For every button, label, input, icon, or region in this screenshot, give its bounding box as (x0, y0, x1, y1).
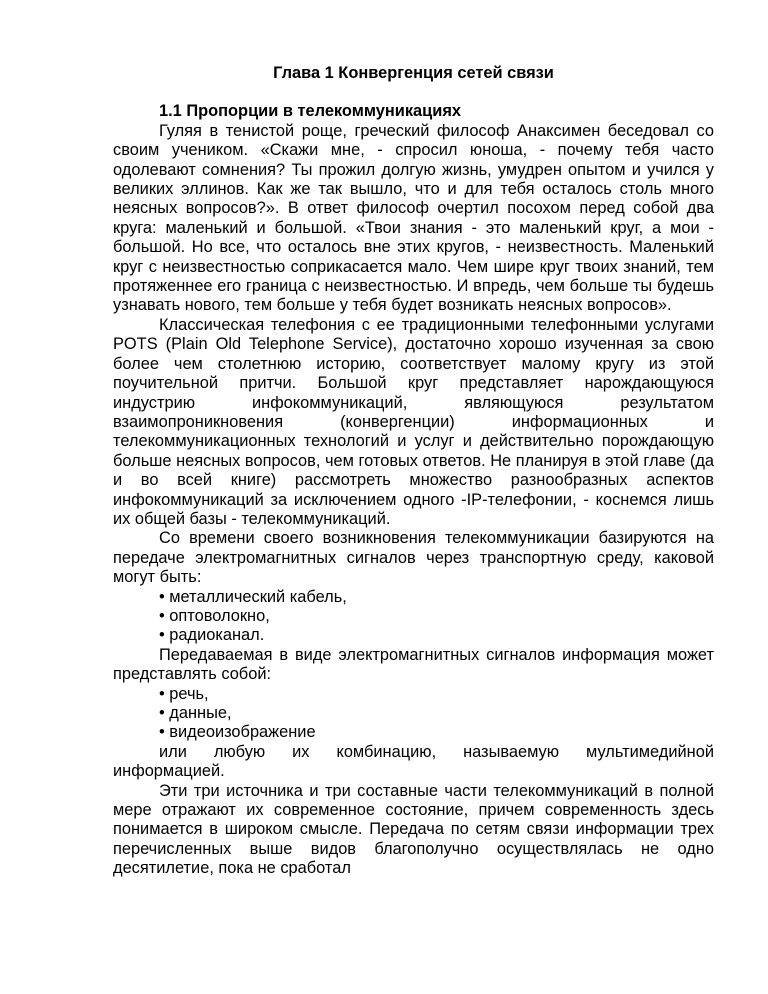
paragraph-parable: Гуляя в тенистой роще, греческий философ Анаксимен беседовал со своим учеником. «Скажи мне, - спросил юноша, - почему тебя часто одолевают сомнения? Ты прожил долгую жизнь, умудрен опытом и учился у великих эллинов. Как же так вышло, что и для тебя осталось столь много неясных вопросов?». В ответ философ очертил посохом перед собой два круга: маленький и большой. «Твои знания - это маленький круг, а мои - большой. Но все, что осталось вне этих кругов, - неизвестность. Маленький круг с неизвестностью соприкасается мало. Чем шире круг твоих знаний, тем протяженнее его граница с неизвестностью. И впредь, чем больше ты будешь узнавать нового, тем больше у тебя будет возникать неясных вопросов». (113, 121, 714, 315)
paragraph-three-sources: Эти три источника и три составные части телекоммуникаций в полной мере отражают их современное состояние, причем современность здесь понимается в широком смысле. Передача по сетям связи информации трех перечисленных выше видов благополучно осуществлялась не одно десятилетие, пока не сработал (113, 781, 714, 878)
paragraph-transport-media: Со времени своего возникновения телекоммуникации базируются на передаче электромагнитных сигналов через транспортную среду, каковой могут быть: (113, 529, 714, 587)
list-item: • радиоканал. (159, 626, 265, 645)
list-item: • данные, (159, 704, 232, 722)
list-item: • речь, (159, 684, 209, 703)
media-list (113, 588, 714, 646)
paragraph-multimedia: или любую их комбинацию, называемую мультимедийной информацией. (113, 742, 714, 781)
list-item: • оптоволокно, (159, 606, 270, 625)
list-item: • видеоизображение (159, 723, 316, 742)
section-title: 1.1 Пропорции в телекоммуникациях (159, 102, 461, 121)
document-page (113, 64, 714, 879)
chapter-title: Глава 1 Конвергенция сетей связи (273, 64, 554, 82)
info-list (113, 685, 714, 743)
paragraph-telephony: Классическая телефония с ее традиционными телефонными услугами POTS (Plain Old Telephone Service), достаточно хорошо изученная за свою более чем столетнюю историю, соответствует малому кругу из этой поучительной притчи. Большой круг представляет нарождающуюся индустрию инфокоммуникаций, являющуюся результатом взаимопроникновения (конвергенции) информационных и телекоммуникационных технологий и услуг и действительно порождающую больше неясных вопросов, чем готовых ответов. Не планируя в этой главе (да и во всей книге) рассмотреть множество разнообразных аспектов инфокоммуникаций за исключением одного -IP-телефонии, - коснемся лишь их общей базы - телекоммуникаций. (113, 315, 714, 528)
list-item: • металлический кабель, (159, 587, 347, 606)
paragraph-info-types: Передаваемая в виде электромагнитных сигналов информация может представлять собой: (113, 645, 714, 684)
